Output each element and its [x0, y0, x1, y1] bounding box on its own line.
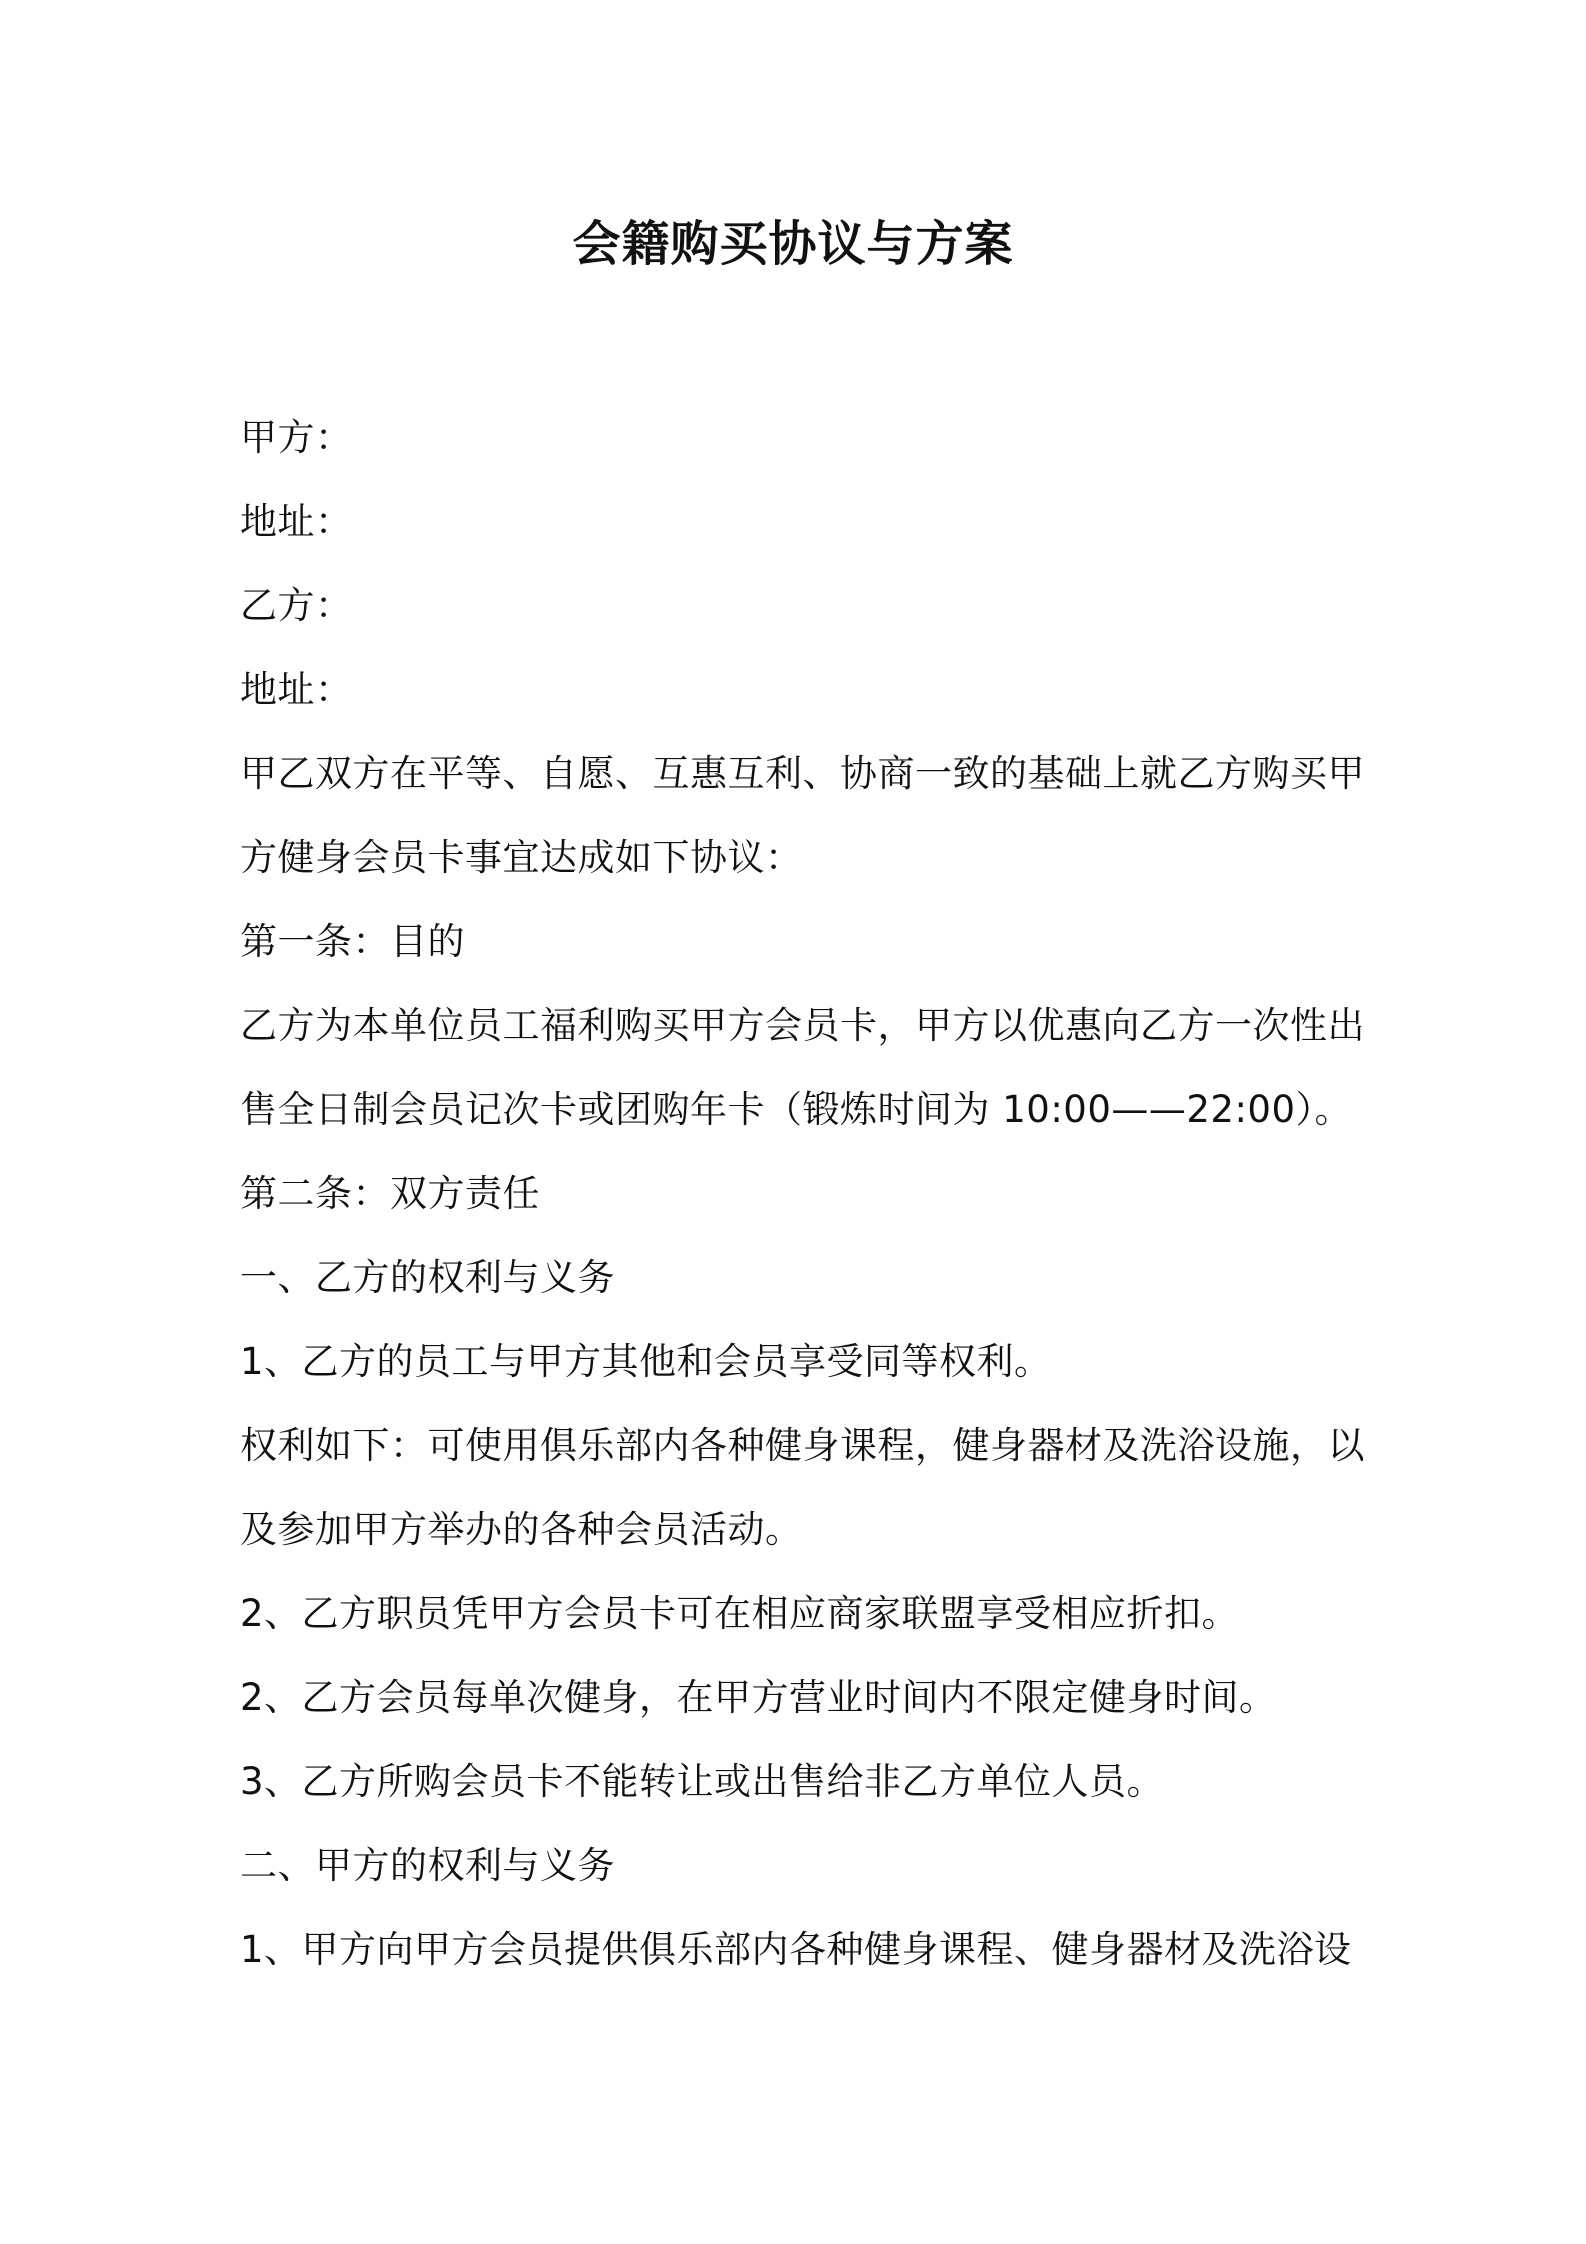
party-b-item-2b: 2、乙方会员每单次健身，在甲方营业时间内不限定健身时间。 [240, 1676, 1277, 1719]
section-party-b-heading: 一、乙方的权利与义务 [240, 1256, 615, 1299]
party-b-address-label: 地址： [240, 668, 353, 711]
article-1-line-1: 乙方为本单位员工福利购买甲方会员卡，甲方以优惠向乙方一次性出 [240, 1004, 1365, 1047]
intro-paragraph-line-1: 甲乙双方在平等、自愿、互惠互利、协商一致的基础上就乙方购买甲 [240, 752, 1365, 795]
party-b-item-2a: 2、乙方职员凭甲方会员卡可在相应商家联盟享受相应折扣。 [240, 1592, 1240, 1635]
intro-paragraph-line-2: 方健身会员卡事宜达成如下协议： [240, 836, 803, 879]
party-b-label: 乙方： [240, 584, 353, 627]
article-1-heading: 第一条：目的 [240, 920, 465, 963]
party-b-item-3: 3、乙方所购会员卡不能转让或出售给非乙方单位人员。 [240, 1760, 1165, 1803]
rights-paragraph-line-2: 及参加甲方举办的各种会员活动。 [240, 1508, 803, 1551]
page-title: 会籍购买协议与方案 [572, 216, 1014, 272]
rights-paragraph-line-1: 权利如下：可使用俱乐部内各种健身课程，健身器材及洗浴设施，以 [240, 1424, 1365, 1467]
article-2-heading: 第二条：双方责任 [240, 1172, 540, 1215]
article-1-line-2: 售全日制会员记次卡或团购年卡（锻炼时间为 10:00——22:00）。 [240, 1088, 1353, 1131]
party-a-label: 甲方： [240, 416, 353, 459]
party-a-address-label: 地址： [240, 500, 353, 543]
party-b-item-1: 1、乙方的员工与甲方其他和会员享受同等权利。 [240, 1340, 1052, 1383]
section-party-a-heading: 二、甲方的权利与义务 [240, 1844, 615, 1887]
party-a-item-1: 1、甲方向甲方会员提供俱乐部内各种健身课程、健身器材及洗浴设 [240, 1928, 1352, 1971]
